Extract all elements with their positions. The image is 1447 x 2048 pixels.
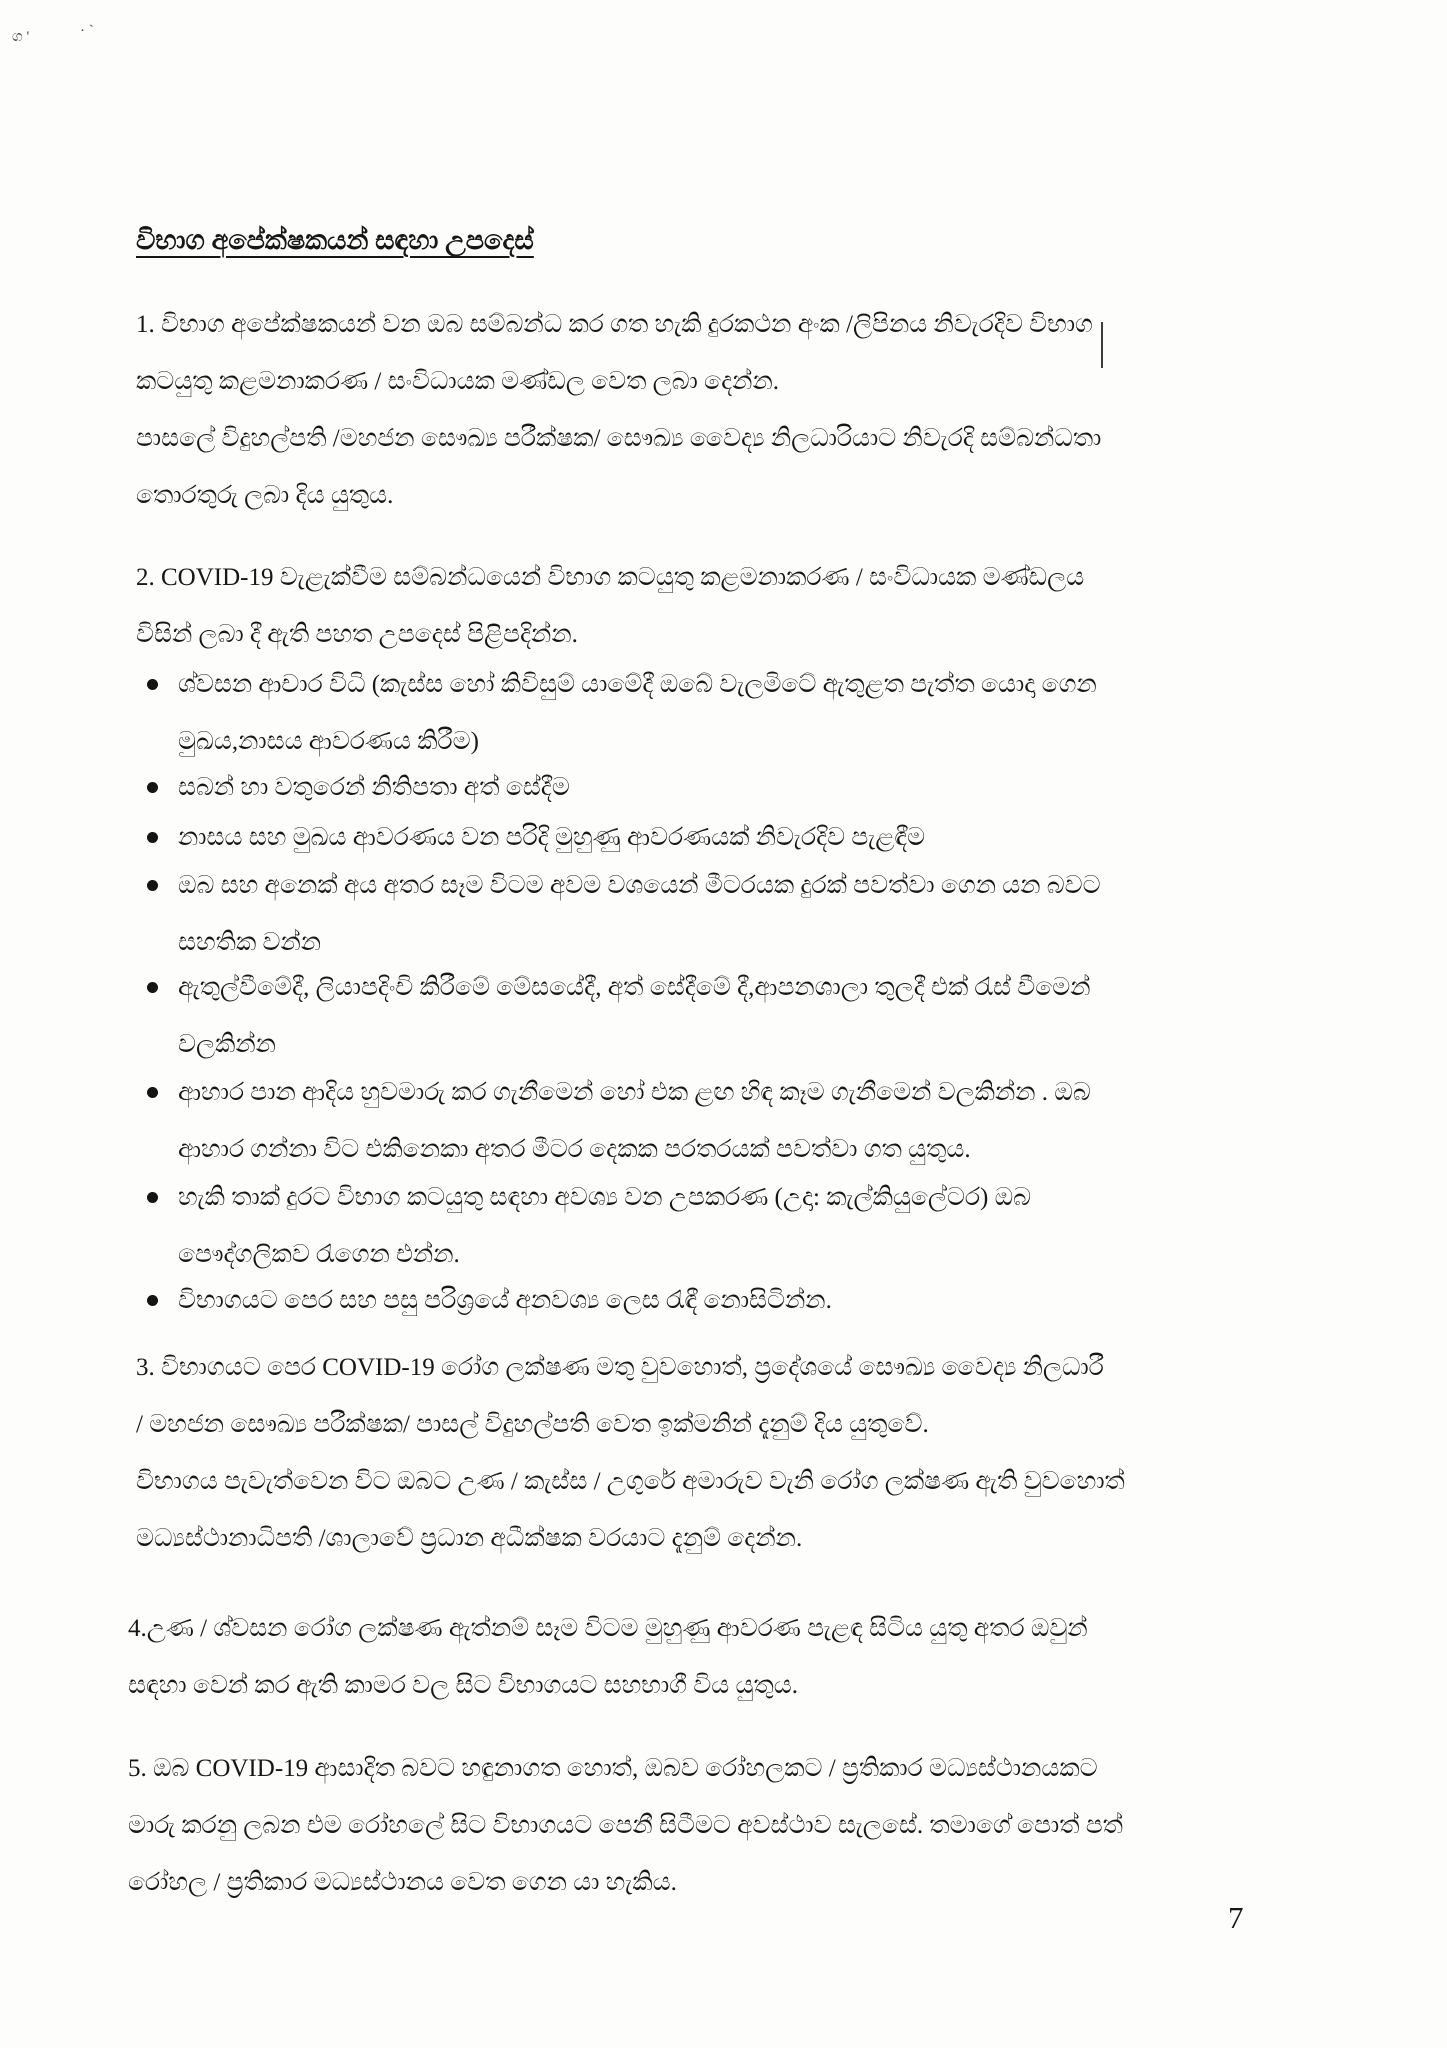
text-line: 4.උණ / ශ්වසන රෝග ලක්ෂණ ඇත්නම් සෑම විටම මුහුණු ආවරණ පැළඳ සිටිය යුතු අතර ඔවුන් <box>128 1615 1088 1642</box>
bullet-item <box>147 656 1097 770</box>
text-line: 2. COVID-19 වැළැක්වීම සම්බන්ධයෙන් විභාග කටයුතු කළමනාකරණ / සංවිධායක මණ්ඩලය <box>136 564 1085 591</box>
bullet-text <box>178 1169 1031 1283</box>
text-line: නාසය සහ මුඛය ආවරණය වන පරිදි මුහුණු ආවරණයක් නිවැරදිව පැළඳීම <box>178 824 926 851</box>
text-line: ඔබ සහ අනෙක් අය අතර සෑම විටම අවම වශයෙන් මීටරයක දුරක් පවත්වා ගෙන යන බවට <box>178 872 1101 899</box>
text-line: සහතික වන්න <box>178 929 322 956</box>
text-line: මධ්‍යස්ථානාධිපති /ශාලාවේ ප්‍රධාන අධීක්ෂක වරයාට දැනුම් දෙන්න. <box>136 1525 803 1552</box>
text-line: හැකි තාක් දුරට විභාග කටයුතු සඳහා අවශ්‍ය වන උපකරණ (උදා: කැල්කියුලේටර) ඔබ <box>178 1184 1032 1211</box>
bullet-text <box>178 959 1091 1073</box>
paragraph-4 <box>128 1600 1088 1714</box>
text-line: සබන් හා වතුරෙන් නිතිපතා අත් සේදීම <box>178 774 570 801</box>
page-title: විභාග අපේක්ෂකයන් සඳහා උපදෙස් <box>136 225 534 255</box>
bullet-text <box>178 656 1097 770</box>
bullet-item <box>147 1064 1091 1178</box>
bullet-item <box>147 759 570 816</box>
paragraph-1 <box>136 296 1101 524</box>
text-line: මුඛය,නාසය ආවරණය කිරීම) <box>178 728 479 755</box>
paragraph-2 <box>136 549 1084 663</box>
bullet-icon <box>147 982 158 993</box>
text-line: තොරතුරු ලබා දිය යුතුය. <box>136 482 394 509</box>
text-line: විභාගයට පෙර සහ පසු පරිශ්‍රයේ අනවශ්‍ය ලෙස රැඳී නොසිටින්න. <box>178 1287 832 1314</box>
text-line: විසින් ලබා දී ඇති පහත උපදෙස් පිළිපදින්න. <box>136 621 578 648</box>
text-line: ආහාර ගන්නා විට එකිනෙකා අතර මීටර දෙකක පරතරයක් පවත්වා ගත යුතුය. <box>178 1136 971 1163</box>
bullet-text <box>178 1064 1091 1178</box>
text-line: රෝහල / ප්‍රතිකාර මධ්‍යස්ථානය වෙත ගෙන යා හැකිය. <box>128 1869 677 1896</box>
text-line: වලකින්න <box>178 1031 276 1058</box>
text-line: කටයුතු කළමනාකරණ / සංවිධායක මණ්ඩල වෙත ලබා දෙන්න. <box>136 368 780 395</box>
bullet-text <box>178 1272 832 1329</box>
bullet-icon <box>147 1295 158 1306</box>
bullet-text <box>178 857 1101 971</box>
bullet-icon <box>147 880 158 891</box>
text-line: විභාගය පැවැත්වෙන විට ඔබට උණ / කැස්ස / උගුරේ අමාරුව වැනි රෝග ලක්ෂණ ඇති වුවහොත් <box>136 1468 1125 1495</box>
bullet-item <box>147 1169 1031 1283</box>
bullet-icon <box>147 679 158 690</box>
bullet-item <box>147 1272 832 1329</box>
bullet-icon <box>147 1192 158 1203</box>
text-line: ඇතුල්වීමේදී, ලියාපදිංචි කිරීමේ මේසයේදී, අත් සේදීමේ දී,ආපනශාලා තුලදී එක් රැස් වීමෙන් <box>178 974 1091 1001</box>
text-line: මාරු කරනු ලබන එම රෝහලේ සිට විභාගයට පෙනී සිටීමට අවස්ථාව සැලසේ. තමාගේ පොත් පත් <box>128 1812 1123 1839</box>
text-line: 1. විභාග අපේක්ෂකයන් වන ඔබ සම්බන්ධ කර ගත හැකි දුරකථන අංක /ලිපිනය නිවැරදිව විභාග <box>136 311 1093 338</box>
text-line: 3. විභාගයට පෙර COVID-19 රෝග ලක්ෂණ මතු වුවහොත්, ප්‍රදේශයේ සෞඛ්‍ය වෛද්‍ය නිලධාරී <box>136 1354 1104 1381</box>
text-line: පෞද්ගලිකව රැගෙන එන්න. <box>178 1241 460 1268</box>
text-line: 5. ඔබ COVID-19 ආසාදිත බවට හඳුනාගත හොත්, ඔබව රෝහලකට / ප්‍රතිකාර මධ්‍යස්ථානයකට <box>128 1755 1098 1782</box>
page-number: 7 <box>1228 1900 1244 1935</box>
paragraph-3 <box>136 1339 1125 1567</box>
text-line: ආහාර පාන ආදිය හුවමාරු කර ගැනීමෙන් හෝ එක ළඟ හිඳ කෑම ගැනීමෙන් වලකින්න . ඔබ <box>178 1079 1091 1106</box>
bullet-text <box>178 759 570 816</box>
text-line: ශ්වසන ආචාර විධි (කැස්ස හෝ කිවිසුම් යාමේදී ඔබේ වැලමිටේ ඇතුළත පැත්ත යොදා ගෙන <box>178 671 1097 698</box>
bullet-icon <box>147 782 158 793</box>
bullet-icon <box>147 1087 158 1098</box>
bullet-item <box>147 959 1091 1073</box>
scan-artifact: ග ' <box>12 29 30 45</box>
scan-artifact: · ` <box>80 23 94 39</box>
text-line: / මහජන සෞඛ්‍ය පරීක්ෂක/ පාසල් විදුහල්පති වෙත ඉක්මනින් දැනුම් දිය යුතුවේ. <box>136 1411 929 1438</box>
paragraph-5 <box>128 1740 1123 1911</box>
text-line: සඳහා වෙන් කර ඇති කාමර වල සිට විභාගයට සහභාගී විය යුතුය. <box>128 1672 799 1699</box>
bullet-icon <box>147 832 158 843</box>
bullet-item <box>147 857 1101 971</box>
text-line: පාසලේ විදුහල්පති /මහජන සෞඛ්‍ය පරීක්ෂක/ සෞඛ්‍ය වෛද්‍ය නිලධාරියාට නිවැරදි සම්බන්ධතා <box>136 425 1102 452</box>
